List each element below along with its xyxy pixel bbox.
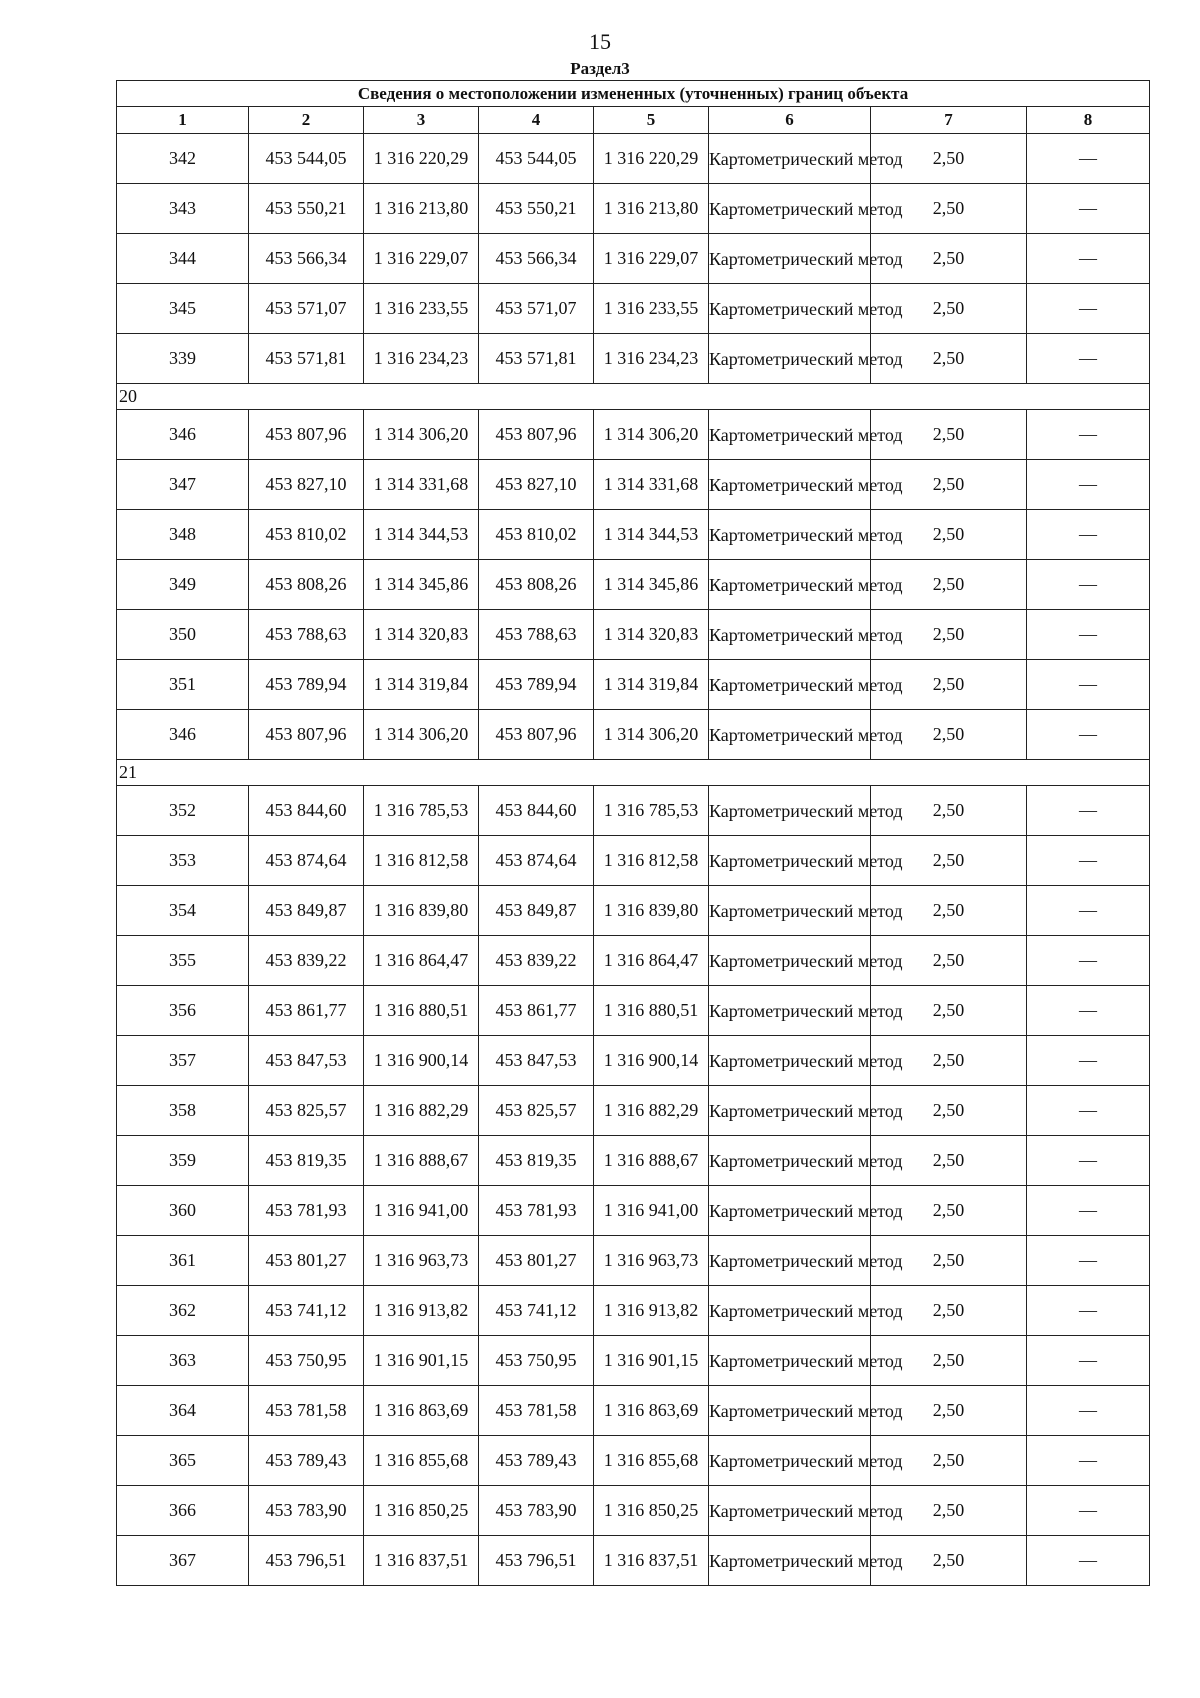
point-number: 346 xyxy=(117,710,249,760)
cell-y-new: 1 314 320,83 xyxy=(594,610,709,660)
cell-x-existing: 453 819,35 xyxy=(249,1136,364,1186)
cell-description: — xyxy=(1027,610,1150,660)
cell-description: — xyxy=(1027,510,1150,560)
cell-method: Картометрический метод xyxy=(709,460,871,510)
cell-y-new: 1 316 863,69 xyxy=(594,1386,709,1436)
cell-x-existing: 453 807,96 xyxy=(249,710,364,760)
cell-method: Картометрический метод xyxy=(709,710,871,760)
column-header: 3 xyxy=(364,107,479,134)
point-number: 352 xyxy=(117,786,249,836)
point-number: 359 xyxy=(117,1136,249,1186)
table-row xyxy=(117,1486,1150,1536)
cell-accuracy: 2,50 xyxy=(871,610,1027,660)
cell-accuracy: 2,50 xyxy=(871,836,1027,886)
cell-method: Картометрический метод xyxy=(709,1186,871,1236)
cell-x-new: 453 783,90 xyxy=(479,1486,594,1536)
cell-accuracy: 2,50 xyxy=(871,1386,1027,1436)
point-number: 342 xyxy=(117,134,249,184)
table-row xyxy=(117,1036,1150,1086)
cell-y-new: 1 316 233,55 xyxy=(594,284,709,334)
cell-description: — xyxy=(1027,660,1150,710)
cell-method: Картометрический метод xyxy=(709,334,871,384)
cell-y-existing: 1 316 913,82 xyxy=(364,1286,479,1336)
cell-y-new: 1 316 864,47 xyxy=(594,936,709,986)
table-row xyxy=(117,334,1150,384)
cell-description: — xyxy=(1027,710,1150,760)
cell-method: Картометрический метод xyxy=(709,1436,871,1486)
cell-y-new: 1 314 319,84 xyxy=(594,660,709,710)
cell-method: Картометрический метод xyxy=(709,1336,871,1386)
cell-x-new: 453 810,02 xyxy=(479,510,594,560)
cell-y-new: 1 316 900,14 xyxy=(594,1036,709,1086)
cell-x-new: 453 844,60 xyxy=(479,786,594,836)
cell-x-new: 453 550,21 xyxy=(479,184,594,234)
cell-y-existing: 1 316 888,67 xyxy=(364,1136,479,1186)
point-number: 356 xyxy=(117,986,249,1036)
cell-description: — xyxy=(1027,986,1150,1036)
cell-x-new: 453 849,87 xyxy=(479,886,594,936)
cell-accuracy: 2,50 xyxy=(871,1236,1027,1286)
cell-x-existing: 453 550,21 xyxy=(249,184,364,234)
cell-description: — xyxy=(1027,410,1150,460)
cell-x-new: 453 847,53 xyxy=(479,1036,594,1086)
table-row xyxy=(117,660,1150,710)
cell-x-existing: 453 571,07 xyxy=(249,284,364,334)
table-row xyxy=(117,134,1150,184)
table-row xyxy=(117,1286,1150,1336)
table-row xyxy=(117,1536,1150,1586)
table-caption-row xyxy=(117,81,1150,107)
point-number: 343 xyxy=(117,184,249,234)
cell-y-existing: 1 316 213,80 xyxy=(364,184,479,234)
table-row xyxy=(117,1186,1150,1236)
section-title: Раздел3 xyxy=(570,59,630,78)
cell-accuracy: 2,50 xyxy=(871,234,1027,284)
group-label: 21 xyxy=(117,760,1150,786)
cell-description: — xyxy=(1027,1186,1150,1236)
cell-description: — xyxy=(1027,460,1150,510)
point-number: 363 xyxy=(117,1336,249,1386)
cell-y-new: 1 314 344,53 xyxy=(594,510,709,560)
cell-method: Картометрический метод xyxy=(709,1386,871,1436)
cell-method: Картометрический метод xyxy=(709,660,871,710)
cell-method: Картометрический метод xyxy=(709,510,871,560)
column-header: 2 xyxy=(249,107,364,134)
cell-description: — xyxy=(1027,1336,1150,1386)
cell-y-existing: 1 314 306,20 xyxy=(364,710,479,760)
cell-y-existing: 1 316 882,29 xyxy=(364,1086,479,1136)
group-row xyxy=(117,760,1150,786)
cell-x-existing: 453 808,26 xyxy=(249,560,364,610)
page-number: 15 xyxy=(589,29,611,54)
cell-method: Картометрический метод xyxy=(709,1286,871,1336)
cell-description: — xyxy=(1027,1036,1150,1086)
cell-accuracy: 2,50 xyxy=(871,786,1027,836)
cell-y-existing: 1 314 306,20 xyxy=(364,410,479,460)
cell-accuracy: 2,50 xyxy=(871,710,1027,760)
cell-y-existing: 1 316 941,00 xyxy=(364,1186,479,1236)
cell-x-new: 453 808,26 xyxy=(479,560,594,610)
cell-x-existing: 453 844,60 xyxy=(249,786,364,836)
cell-description: — xyxy=(1027,1386,1150,1436)
cell-description: — xyxy=(1027,284,1150,334)
cell-x-new: 453 750,95 xyxy=(479,1336,594,1386)
cell-accuracy: 2,50 xyxy=(871,1486,1027,1536)
cell-x-existing: 453 807,96 xyxy=(249,410,364,460)
cell-method: Картометрический метод xyxy=(709,610,871,660)
point-number: 355 xyxy=(117,936,249,986)
point-number: 357 xyxy=(117,1036,249,1086)
cell-description: — xyxy=(1027,836,1150,886)
point-number: 362 xyxy=(117,1286,249,1336)
cell-x-new: 453 825,57 xyxy=(479,1086,594,1136)
table-row xyxy=(117,460,1150,510)
cell-description: — xyxy=(1027,786,1150,836)
point-number: 353 xyxy=(117,836,249,886)
cell-accuracy: 2,50 xyxy=(871,886,1027,936)
cell-y-existing: 1 316 864,47 xyxy=(364,936,479,986)
cell-accuracy: 2,50 xyxy=(871,560,1027,610)
group-row xyxy=(117,384,1150,410)
cell-accuracy: 2,50 xyxy=(871,334,1027,384)
point-number: 364 xyxy=(117,1386,249,1436)
cell-y-new: 1 316 234,23 xyxy=(594,334,709,384)
cell-description: — xyxy=(1027,234,1150,284)
cell-y-existing: 1 316 229,07 xyxy=(364,234,479,284)
cell-x-existing: 453 781,58 xyxy=(249,1386,364,1436)
cell-description: — xyxy=(1027,1486,1150,1536)
cell-accuracy: 2,50 xyxy=(871,1136,1027,1186)
cell-x-existing: 453 849,87 xyxy=(249,886,364,936)
column-header: 1 xyxy=(117,107,249,134)
cell-x-existing: 453 788,63 xyxy=(249,610,364,660)
cell-y-new: 1 314 306,20 xyxy=(594,410,709,460)
cell-y-new: 1 316 963,73 xyxy=(594,1236,709,1286)
cell-x-existing: 453 825,57 xyxy=(249,1086,364,1136)
cell-method: Картометрический метод xyxy=(709,886,871,936)
cell-x-new: 453 571,07 xyxy=(479,284,594,334)
cell-method: Картометрический метод xyxy=(709,1136,871,1186)
cell-accuracy: 2,50 xyxy=(871,284,1027,334)
cell-y-existing: 1 316 880,51 xyxy=(364,986,479,1036)
cell-y-new: 1 316 901,15 xyxy=(594,1336,709,1386)
cell-x-existing: 453 796,51 xyxy=(249,1536,364,1586)
cell-y-new: 1 316 941,00 xyxy=(594,1186,709,1236)
table-row xyxy=(117,1386,1150,1436)
cell-x-new: 453 807,96 xyxy=(479,410,594,460)
cell-y-existing: 1 314 331,68 xyxy=(364,460,479,510)
cell-x-new: 453 874,64 xyxy=(479,836,594,886)
cell-method: Картометрический метод xyxy=(709,184,871,234)
cell-x-existing: 453 810,02 xyxy=(249,510,364,560)
cell-y-new: 1 316 882,29 xyxy=(594,1086,709,1136)
cell-description: — xyxy=(1027,560,1150,610)
cell-y-existing: 1 316 855,68 xyxy=(364,1436,479,1486)
cell-method: Картометрический метод xyxy=(709,1036,871,1086)
cell-x-new: 453 781,58 xyxy=(479,1386,594,1436)
cell-x-new: 453 571,81 xyxy=(479,334,594,384)
cell-x-existing: 453 783,90 xyxy=(249,1486,364,1536)
point-number: 365 xyxy=(117,1436,249,1486)
cell-x-existing: 453 801,27 xyxy=(249,1236,364,1286)
cell-x-existing: 453 861,77 xyxy=(249,986,364,1036)
cell-method: Картометрический метод xyxy=(709,410,871,460)
point-number: 348 xyxy=(117,510,249,560)
cell-x-new: 453 796,51 xyxy=(479,1536,594,1586)
cell-x-existing: 453 566,34 xyxy=(249,234,364,284)
cell-x-existing: 453 781,93 xyxy=(249,1186,364,1236)
column-header: 4 xyxy=(479,107,594,134)
cell-y-existing: 1 316 220,29 xyxy=(364,134,479,184)
cell-accuracy: 2,50 xyxy=(871,1286,1027,1336)
table-row xyxy=(117,886,1150,936)
cell-description: — xyxy=(1027,1536,1150,1586)
table-row xyxy=(117,1086,1150,1136)
cell-y-new: 1 316 785,53 xyxy=(594,786,709,836)
cell-x-new: 453 788,63 xyxy=(479,610,594,660)
cell-description: — xyxy=(1027,1086,1150,1136)
cell-description: — xyxy=(1027,886,1150,936)
cell-y-new: 1 316 850,25 xyxy=(594,1486,709,1536)
point-number: 339 xyxy=(117,334,249,384)
cell-accuracy: 2,50 xyxy=(871,1086,1027,1136)
table-row xyxy=(117,510,1150,560)
cell-x-existing: 453 789,94 xyxy=(249,660,364,710)
point-number: 344 xyxy=(117,234,249,284)
point-number: 345 xyxy=(117,284,249,334)
cell-description: — xyxy=(1027,1286,1150,1336)
cell-x-new: 453 789,43 xyxy=(479,1436,594,1486)
cell-accuracy: 2,50 xyxy=(871,410,1027,460)
cell-x-new: 453 839,22 xyxy=(479,936,594,986)
cell-y-new: 1 314 331,68 xyxy=(594,460,709,510)
cell-description: — xyxy=(1027,184,1150,234)
table-row xyxy=(117,1336,1150,1386)
cell-y-new: 1 316 880,51 xyxy=(594,986,709,1036)
column-header: 6 xyxy=(709,107,871,134)
column-header: 8 xyxy=(1027,107,1150,134)
cell-accuracy: 2,50 xyxy=(871,1436,1027,1486)
cell-x-new: 453 566,34 xyxy=(479,234,594,284)
cell-x-new: 453 801,27 xyxy=(479,1236,594,1286)
cell-y-new: 1 316 855,68 xyxy=(594,1436,709,1486)
cell-y-existing: 1 316 837,51 xyxy=(364,1536,479,1586)
table-body xyxy=(117,81,1150,1586)
cell-y-existing: 1 314 345,86 xyxy=(364,560,479,610)
cell-description: — xyxy=(1027,936,1150,986)
cell-y-existing: 1 316 812,58 xyxy=(364,836,479,886)
cell-x-new: 453 544,05 xyxy=(479,134,594,184)
table-row xyxy=(117,986,1150,1036)
cell-accuracy: 2,50 xyxy=(871,1536,1027,1586)
cell-y-existing: 1 316 900,14 xyxy=(364,1036,479,1086)
cell-y-new: 1 316 229,07 xyxy=(594,234,709,284)
cell-method: Картометрический метод xyxy=(709,560,871,610)
cell-method: Картометрический метод xyxy=(709,1236,871,1286)
cell-x-existing: 453 571,81 xyxy=(249,334,364,384)
cell-accuracy: 2,50 xyxy=(871,986,1027,1036)
cell-method: Картометрический метод xyxy=(709,786,871,836)
cell-y-existing: 1 316 839,80 xyxy=(364,886,479,936)
cell-method: Картометрический метод xyxy=(709,836,871,886)
cell-y-existing: 1 316 863,69 xyxy=(364,1386,479,1436)
cell-accuracy: 2,50 xyxy=(871,936,1027,986)
cell-y-new: 1 316 812,58 xyxy=(594,836,709,886)
cell-y-existing: 1 314 319,84 xyxy=(364,660,479,710)
cell-x-existing: 453 827,10 xyxy=(249,460,364,510)
table-row xyxy=(117,1236,1150,1286)
cell-method: Картометрический метод xyxy=(709,1486,871,1536)
column-header: 5 xyxy=(594,107,709,134)
cell-method: Картометрический метод xyxy=(709,936,871,986)
column-header-row xyxy=(117,107,1150,134)
cell-method: Картометрический метод xyxy=(709,1086,871,1136)
point-number: 349 xyxy=(117,560,249,610)
cell-accuracy: 2,50 xyxy=(871,1036,1027,1086)
point-number: 360 xyxy=(117,1186,249,1236)
group-label: 20 xyxy=(117,384,1150,410)
cell-x-new: 453 819,35 xyxy=(479,1136,594,1186)
cell-y-existing: 1 316 901,15 xyxy=(364,1336,479,1386)
cell-x-existing: 453 750,95 xyxy=(249,1336,364,1386)
point-number: 366 xyxy=(117,1486,249,1536)
cell-description: — xyxy=(1027,1136,1150,1186)
cell-method: Картометрический метод xyxy=(709,284,871,334)
cell-y-new: 1 314 345,86 xyxy=(594,560,709,610)
cell-description: — xyxy=(1027,1236,1150,1286)
cell-y-new: 1 316 220,29 xyxy=(594,134,709,184)
table-row xyxy=(117,936,1150,986)
table-row xyxy=(117,1436,1150,1486)
point-number: 354 xyxy=(117,886,249,936)
cell-accuracy: 2,50 xyxy=(871,660,1027,710)
table-row xyxy=(117,184,1150,234)
cell-method: Картометрический метод xyxy=(709,134,871,184)
cell-method: Картометрический метод xyxy=(709,234,871,284)
cell-description: — xyxy=(1027,134,1150,184)
table-row xyxy=(117,710,1150,760)
cell-y-existing: 1 316 850,25 xyxy=(364,1486,479,1536)
table-row xyxy=(117,836,1150,886)
cell-x-new: 453 741,12 xyxy=(479,1286,594,1336)
point-number: 351 xyxy=(117,660,249,710)
table-row xyxy=(117,284,1150,334)
cell-x-existing: 453 741,12 xyxy=(249,1286,364,1336)
cell-y-existing: 1 316 785,53 xyxy=(364,786,479,836)
cell-accuracy: 2,50 xyxy=(871,510,1027,560)
cell-x-existing: 453 839,22 xyxy=(249,936,364,986)
cell-y-new: 1 314 306,20 xyxy=(594,710,709,760)
table-row xyxy=(117,410,1150,460)
point-number: 346 xyxy=(117,410,249,460)
table-row xyxy=(117,610,1150,660)
cell-method: Картометрический метод xyxy=(709,986,871,1036)
cell-x-new: 453 861,77 xyxy=(479,986,594,1036)
cell-y-existing: 1 314 344,53 xyxy=(364,510,479,560)
cell-x-new: 453 807,96 xyxy=(479,710,594,760)
point-number: 347 xyxy=(117,460,249,510)
point-number: 350 xyxy=(117,610,249,660)
column-header: 7 xyxy=(871,107,1027,134)
cell-y-new: 1 316 837,51 xyxy=(594,1536,709,1586)
table-caption: Сведения о местоположении измененных (уточненных) границ объекта xyxy=(117,81,1150,107)
cell-accuracy: 2,50 xyxy=(871,1186,1027,1236)
cell-accuracy: 2,50 xyxy=(871,184,1027,234)
cell-accuracy: 2,50 xyxy=(871,134,1027,184)
cell-method: Картометрический метод xyxy=(709,1536,871,1586)
table-row xyxy=(117,234,1150,284)
cell-x-existing: 453 789,43 xyxy=(249,1436,364,1486)
table-row xyxy=(117,560,1150,610)
cell-y-existing: 1 314 320,83 xyxy=(364,610,479,660)
cell-accuracy: 2,50 xyxy=(871,460,1027,510)
point-number: 367 xyxy=(117,1536,249,1586)
table-row xyxy=(117,1136,1150,1186)
cell-y-existing: 1 316 234,23 xyxy=(364,334,479,384)
cell-y-existing: 1 316 233,55 xyxy=(364,284,479,334)
cell-x-existing: 453 544,05 xyxy=(249,134,364,184)
point-number: 358 xyxy=(117,1086,249,1136)
boundary-table xyxy=(116,80,1150,1586)
cell-y-new: 1 316 839,80 xyxy=(594,886,709,936)
cell-accuracy: 2,50 xyxy=(871,1336,1027,1386)
point-number: 361 xyxy=(117,1236,249,1286)
cell-y-new: 1 316 888,67 xyxy=(594,1136,709,1186)
cell-x-existing: 453 847,53 xyxy=(249,1036,364,1086)
cell-y-new: 1 316 913,82 xyxy=(594,1286,709,1336)
cell-x-new: 453 789,94 xyxy=(479,660,594,710)
cell-x-existing: 453 874,64 xyxy=(249,836,364,886)
cell-y-new: 1 316 213,80 xyxy=(594,184,709,234)
cell-x-new: 453 781,93 xyxy=(479,1186,594,1236)
table-row xyxy=(117,786,1150,836)
cell-description: — xyxy=(1027,334,1150,384)
cell-y-existing: 1 316 963,73 xyxy=(364,1236,479,1286)
cell-x-new: 453 827,10 xyxy=(479,460,594,510)
cell-description: — xyxy=(1027,1436,1150,1486)
